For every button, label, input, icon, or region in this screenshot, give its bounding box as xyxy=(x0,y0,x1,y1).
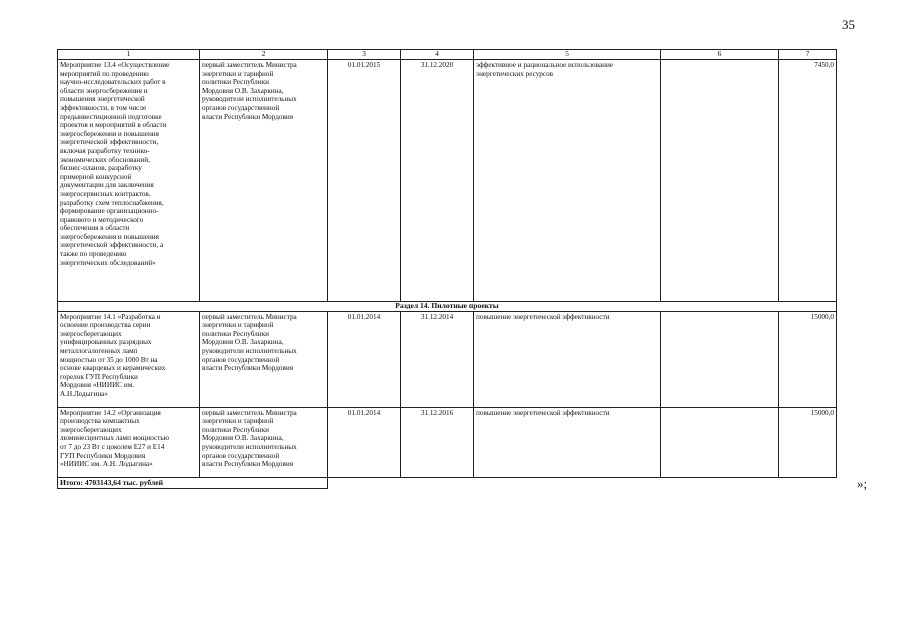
amount-cell: 15000,0 xyxy=(779,311,837,407)
measure-cell: Мероприятие 14.1 «Разработка и освоение производства серии энергосберегающих унифицированных разрядных металлогалогенных ламп мощностью от 35 до 1000 Вт на основе кварцевых и керамических горелок ГУП Республики Мордовия «НИИИС им. А.Н.Лодыгина» xyxy=(58,311,200,407)
program-table xyxy=(57,49,837,489)
measure-cell: Мероприятие 14.2 «Организация производства компактных энергосберегающих люминесцентных ламп мощностью от 7 до 23 Вт с цоколем Е27 и Е14 ГУП Республики Мордовия «НИИИС им. А.Н. Лодыгина» xyxy=(58,407,200,477)
end-date-cell: 31.12.2014 xyxy=(401,311,474,407)
closing-quote-mark: »; xyxy=(857,476,868,491)
empty-cell xyxy=(661,60,779,302)
header-cell: 6 xyxy=(661,50,779,60)
blank-cell xyxy=(328,477,401,489)
start-date-cell: 01.01.2015 xyxy=(328,60,401,302)
header-cell: 4 xyxy=(401,50,474,60)
table-row xyxy=(58,407,837,477)
header-cell: 1 xyxy=(58,50,200,60)
amount-cell: 7450,0 xyxy=(779,60,837,302)
result-cell: повышение энергетической эффективности xyxy=(474,407,661,477)
blank-cell xyxy=(401,477,474,489)
table-row xyxy=(58,311,837,407)
page-number: 35 xyxy=(842,17,855,32)
column-number-row xyxy=(58,50,837,60)
measure-cell: Мероприятие 13.4 «Осуществление мероприятий по проведению научно-исследовательских работ в области энергосбережения и повышения энергетической эффективности, в том числе предынвестиционной подготовке проектов и мероприятий в области энергосбережения и повышения энергетической эффективности, включая разработку технико- экономических обоснований, бизнес-планов, разработку примерной конкурсной документации для заключения энергосервисных контрактов, разработку схем теплоснабжения, формирование организационно- правового и методического обеспечения в области энергосбережения и повышения энергетической эффективности, а также по проведению энергетических обследований» xyxy=(58,60,200,302)
start-date-cell: 01.01.2014 xyxy=(328,407,401,477)
amount-cell: 15000,0 xyxy=(779,407,837,477)
end-date-cell: 31.12.2020 xyxy=(401,60,474,302)
end-date-cell: 31.12.2016 xyxy=(401,407,474,477)
responsible-cell: первый заместитель Министра энергетики и тарифной политики Республики Мордовия О.В. Захаркина, руководители исполнительных органов государственной власти Республики Мордовия xyxy=(200,311,328,407)
header-cell: 2 xyxy=(200,50,328,60)
blank-cell xyxy=(474,477,661,489)
result-cell: эффективное и рациональное использование энергетических ресурсов xyxy=(474,60,661,302)
table-row xyxy=(58,60,837,302)
total-cell: Итого: 4703143,64 тыс. рублей xyxy=(58,477,328,489)
total-row xyxy=(58,477,837,489)
header-cell: 7 xyxy=(779,50,837,60)
section-row xyxy=(58,302,837,312)
responsible-cell: первый заместитель Министра энергетики и тарифной политики Республики Мордовия О.В. Захаркина, руководители исполнительных органов государственной власти Республики Мордовия xyxy=(200,60,328,302)
header-cell: 5 xyxy=(474,50,661,60)
result-cell: повышение энергетической эффективности xyxy=(474,311,661,407)
start-date-cell: 01.01.2014 xyxy=(328,311,401,407)
section-title: Раздел 14. Пилотные проекты xyxy=(58,302,837,312)
header-cell: 3 xyxy=(328,50,401,60)
empty-cell xyxy=(661,407,779,477)
responsible-cell: первый заместитель Министра энергетики и тарифной политики Республики Мордовия О.В. Захаркина, руководители исполнительных органов государственной власти Республики Мордовия xyxy=(200,407,328,477)
empty-cell xyxy=(661,311,779,407)
blank-cell xyxy=(661,477,779,489)
blank-cell xyxy=(779,477,837,489)
